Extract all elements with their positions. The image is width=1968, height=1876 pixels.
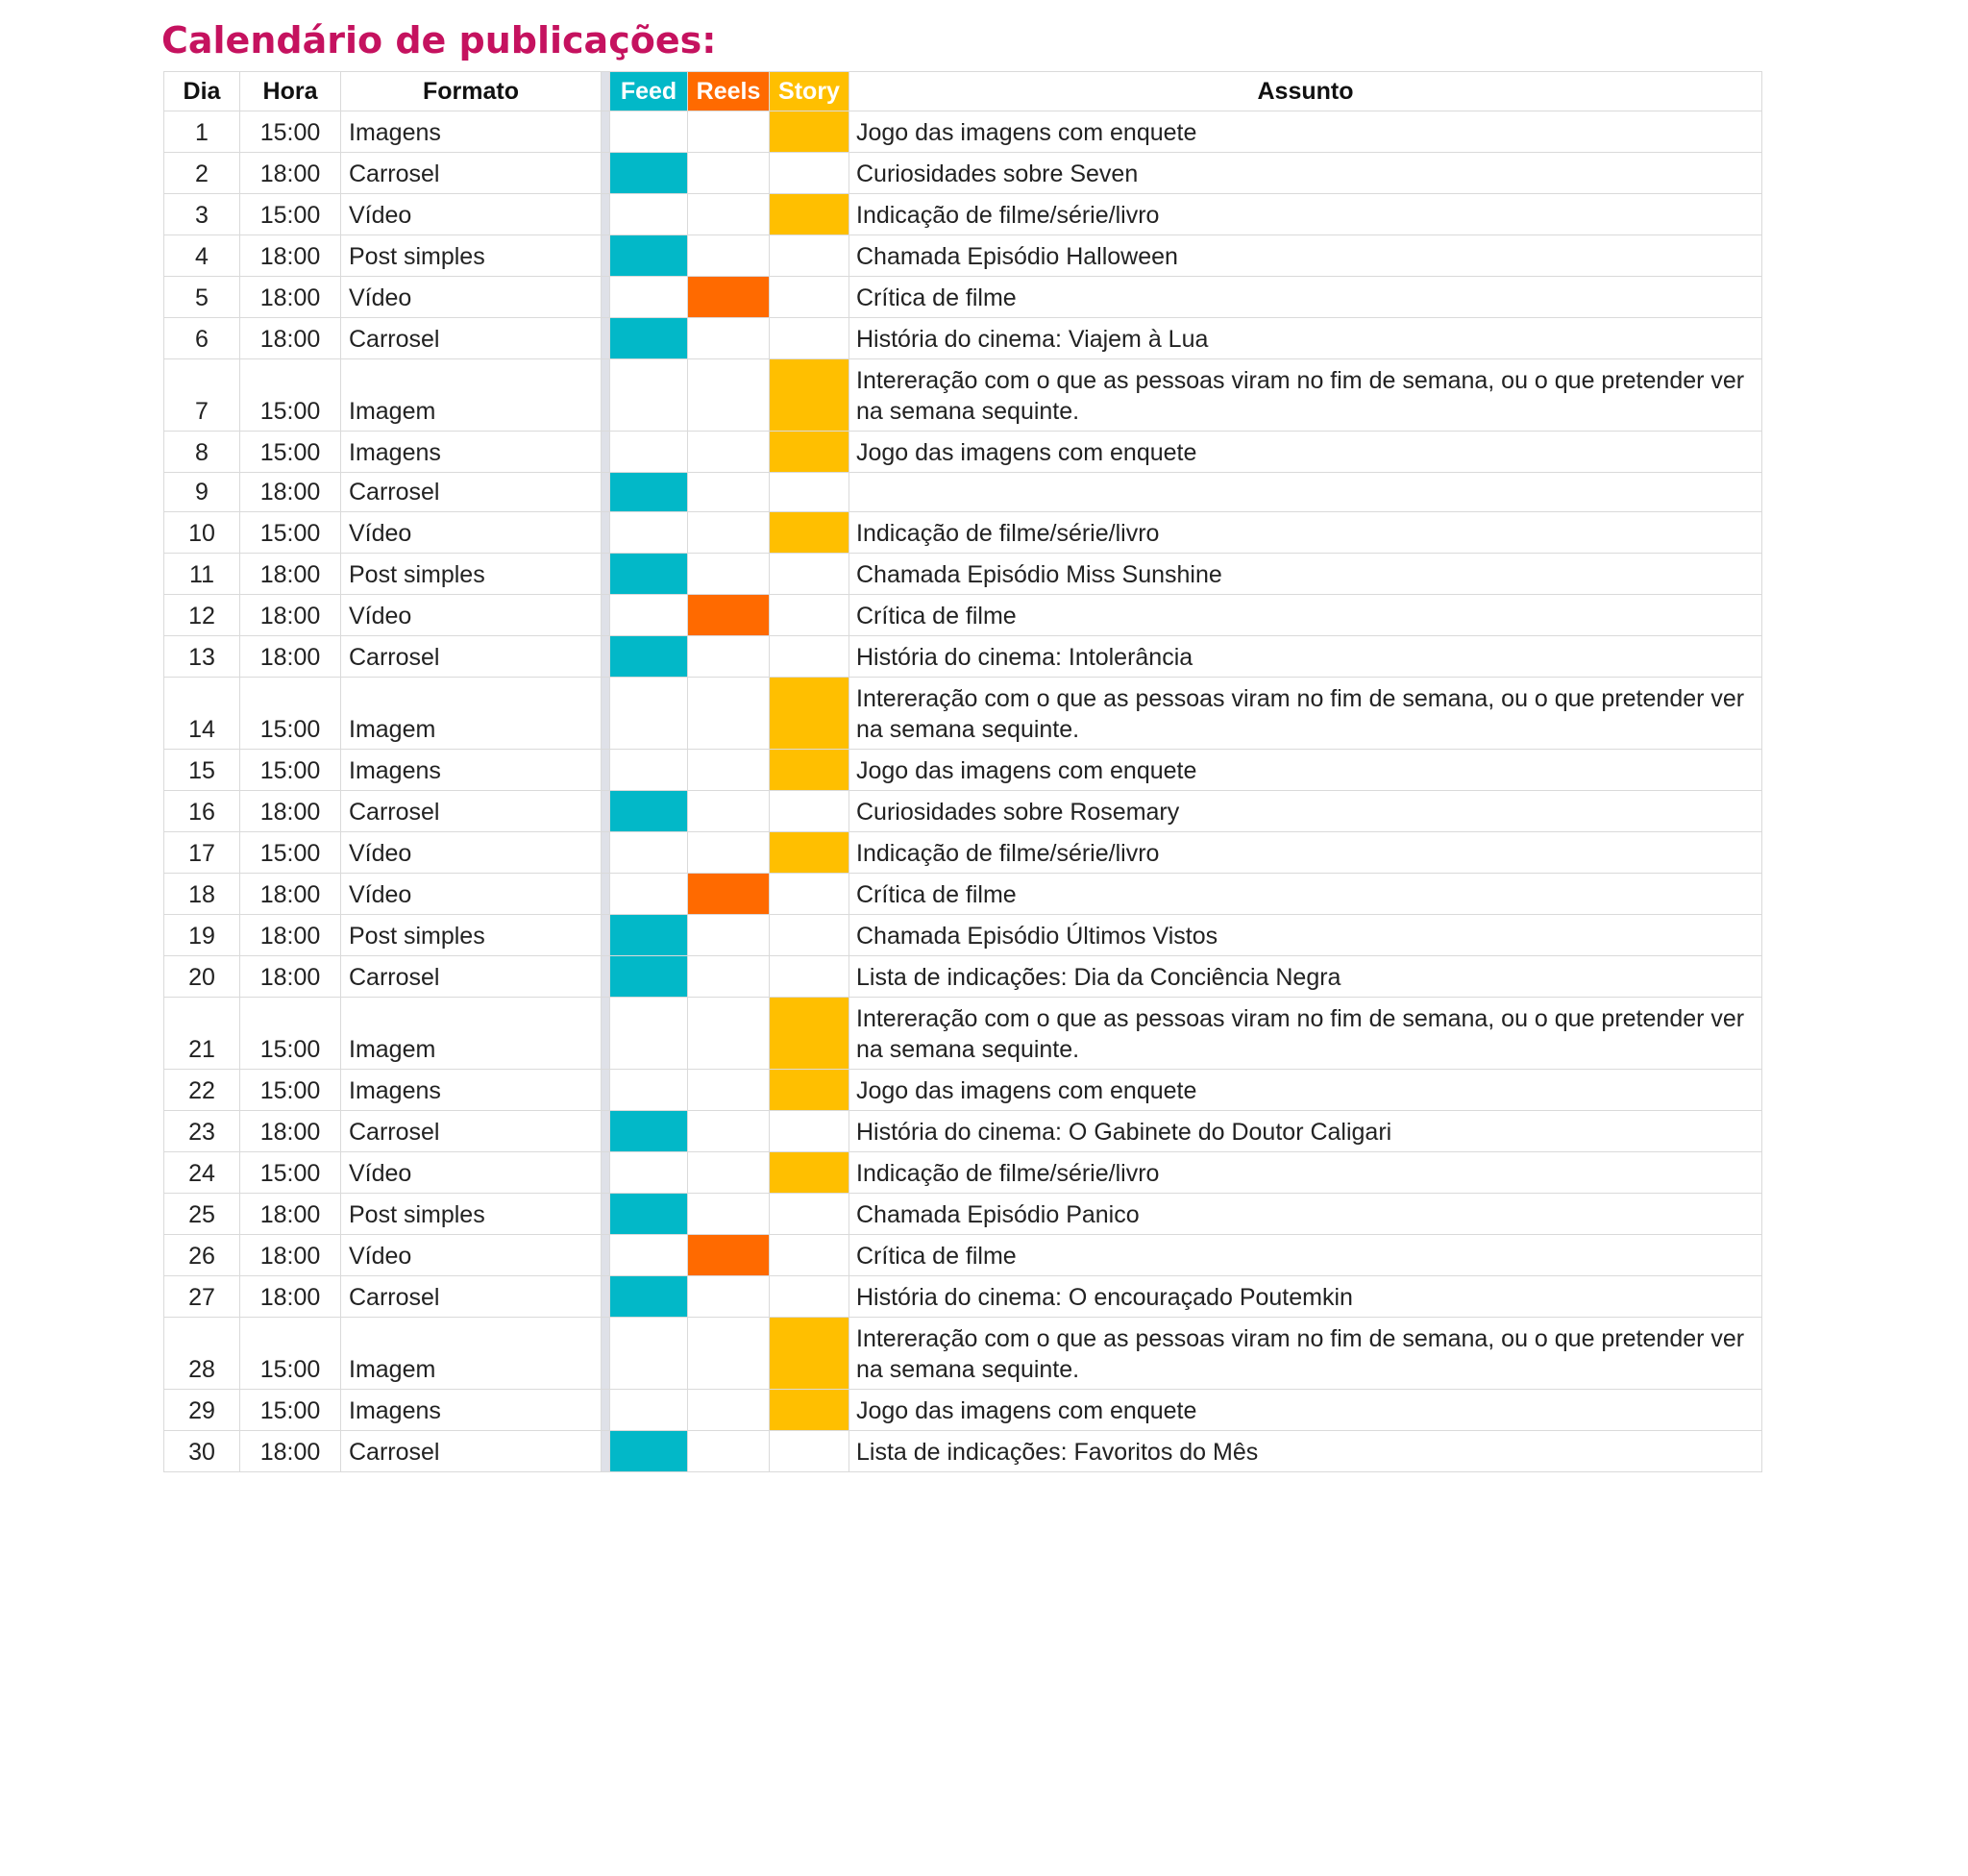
column-separator	[602, 915, 610, 956]
table-row	[164, 277, 1762, 318]
cell-feed-empty	[610, 512, 688, 554]
table-row	[164, 194, 1762, 235]
cell-formato: Carrosel	[341, 956, 602, 998]
table-row	[164, 1152, 1762, 1194]
cell-dia: 9	[164, 473, 240, 512]
cell-hora: 18:00	[240, 554, 341, 595]
cell-hora: 18:00	[240, 235, 341, 277]
table-row	[164, 1070, 1762, 1111]
cell-reels-marked	[688, 277, 770, 318]
table-row	[164, 153, 1762, 194]
cell-formato: Imagem	[341, 1318, 602, 1390]
cell-formato: Carrosel	[341, 153, 602, 194]
header-reels: Reels	[688, 72, 770, 111]
cell-story-marked	[770, 359, 849, 432]
cell-assunto: História do cinema: Viajem à Lua	[849, 318, 1762, 359]
header-hora: Hora	[240, 72, 341, 111]
cell-formato: Carrosel	[341, 473, 602, 512]
column-separator	[602, 359, 610, 432]
column-separator	[602, 874, 610, 915]
cell-dia: 3	[164, 194, 240, 235]
table-row	[164, 750, 1762, 791]
cell-feed-empty	[610, 1390, 688, 1431]
table-row	[164, 554, 1762, 595]
cell-story-empty	[770, 915, 849, 956]
cell-formato: Post simples	[341, 915, 602, 956]
cell-story-marked	[770, 678, 849, 750]
cell-hora: 18:00	[240, 1431, 341, 1472]
cell-assunto: Intereração com o que as pessoas viram no fim de semana, ou o que pretender ver na semana sequinte.	[849, 678, 1762, 750]
cell-formato: Imagens	[341, 1390, 602, 1431]
cell-formato: Imagens	[341, 111, 602, 153]
cell-reels-empty	[688, 956, 770, 998]
column-separator	[602, 636, 610, 678]
cell-feed-marked	[610, 956, 688, 998]
column-separator	[602, 318, 610, 359]
cell-feed-empty	[610, 678, 688, 750]
cell-reels-empty	[688, 1318, 770, 1390]
cell-dia: 18	[164, 874, 240, 915]
cell-reels-empty	[688, 359, 770, 432]
cell-story-marked	[770, 998, 849, 1070]
column-separator	[602, 595, 610, 636]
cell-hora: 15:00	[240, 111, 341, 153]
table-row	[164, 359, 1762, 432]
cell-formato: Carrosel	[341, 791, 602, 832]
cell-formato: Carrosel	[341, 1431, 602, 1472]
cell-assunto: Chamada Episódio Últimos Vistos	[849, 915, 1762, 956]
cell-formato: Imagens	[341, 750, 602, 791]
cell-dia: 11	[164, 554, 240, 595]
cell-formato: Vídeo	[341, 874, 602, 915]
cell-hora: 15:00	[240, 1390, 341, 1431]
column-separator	[602, 1431, 610, 1472]
column-separator	[602, 1235, 610, 1276]
cell-story-empty	[770, 791, 849, 832]
cell-dia: 13	[164, 636, 240, 678]
column-separator	[602, 678, 610, 750]
cell-story-empty	[770, 277, 849, 318]
cell-assunto: Chamada Episódio Miss Sunshine	[849, 554, 1762, 595]
cell-formato: Carrosel	[341, 318, 602, 359]
cell-story-empty	[770, 595, 849, 636]
cell-assunto: Indicação de filme/série/livro	[849, 1152, 1762, 1194]
column-separator	[602, 432, 610, 473]
cell-formato: Vídeo	[341, 832, 602, 874]
table-row	[164, 956, 1762, 998]
cell-hora: 18:00	[240, 473, 341, 512]
table-row	[164, 432, 1762, 473]
cell-hora: 18:00	[240, 636, 341, 678]
cell-assunto: Crítica de filme	[849, 1235, 1762, 1276]
cell-feed-empty	[610, 1235, 688, 1276]
table-row	[164, 235, 1762, 277]
cell-assunto: Jogo das imagens com enquete	[849, 111, 1762, 153]
cell-assunto: Jogo das imagens com enquete	[849, 1390, 1762, 1431]
cell-dia: 8	[164, 432, 240, 473]
cell-reels-empty	[688, 235, 770, 277]
cell-assunto: Jogo das imagens com enquete	[849, 1070, 1762, 1111]
cell-dia: 16	[164, 791, 240, 832]
cell-formato: Imagens	[341, 1070, 602, 1111]
cell-feed-empty	[610, 111, 688, 153]
cell-assunto: Lista de indicações: Favoritos do Mês	[849, 1431, 1762, 1472]
cell-dia: 26	[164, 1235, 240, 1276]
cell-hora: 15:00	[240, 678, 341, 750]
cell-story-empty	[770, 318, 849, 359]
cell-reels-empty	[688, 1070, 770, 1111]
table-row	[164, 318, 1762, 359]
column-separator	[602, 235, 610, 277]
cell-reels-empty	[688, 1431, 770, 1472]
cell-hora: 18:00	[240, 153, 341, 194]
cell-feed-marked	[610, 235, 688, 277]
cell-formato: Vídeo	[341, 194, 602, 235]
table-row	[164, 473, 1762, 512]
column-separator	[602, 1318, 610, 1390]
header-dia: Dia	[164, 72, 240, 111]
cell-assunto: Curiosidades sobre Seven	[849, 153, 1762, 194]
cell-dia: 10	[164, 512, 240, 554]
cell-reels-marked	[688, 595, 770, 636]
table-row	[164, 111, 1762, 153]
cell-assunto: Indicação de filme/série/livro	[849, 512, 1762, 554]
column-separator	[602, 791, 610, 832]
cell-hora: 15:00	[240, 1070, 341, 1111]
publication-calendar-table	[163, 71, 1762, 1472]
cell-assunto: Lista de indicações: Dia da Conciência Negra	[849, 956, 1762, 998]
cell-reels-marked	[688, 874, 770, 915]
cell-dia: 25	[164, 1194, 240, 1235]
cell-assunto: Indicação de filme/série/livro	[849, 832, 1762, 874]
cell-formato: Imagem	[341, 998, 602, 1070]
column-separator	[602, 998, 610, 1070]
cell-feed-empty	[610, 874, 688, 915]
cell-reels-empty	[688, 1194, 770, 1235]
cell-reels-empty	[688, 111, 770, 153]
cell-feed-marked	[610, 1276, 688, 1318]
column-separator	[602, 473, 610, 512]
cell-formato: Post simples	[341, 1194, 602, 1235]
cell-dia: 2	[164, 153, 240, 194]
cell-hora: 15:00	[240, 1152, 341, 1194]
cell-hora: 15:00	[240, 359, 341, 432]
cell-hora: 18:00	[240, 915, 341, 956]
cell-story-marked	[770, 750, 849, 791]
column-separator	[602, 1070, 610, 1111]
table-row	[164, 512, 1762, 554]
cell-assunto: Crítica de filme	[849, 277, 1762, 318]
cell-assunto: Intereração com o que as pessoas viram no fim de semana, ou o que pretender ver na semana sequinte.	[849, 1318, 1762, 1390]
cell-assunto: Intereração com o que as pessoas viram no fim de semana, ou o que pretender ver na semana sequinte.	[849, 998, 1762, 1070]
cell-reels-empty	[688, 153, 770, 194]
cell-reels-empty	[688, 512, 770, 554]
cell-reels-empty	[688, 1390, 770, 1431]
cell-story-empty	[770, 1194, 849, 1235]
cell-formato: Imagens	[341, 432, 602, 473]
table-row	[164, 998, 1762, 1070]
cell-hora: 18:00	[240, 791, 341, 832]
column-separator	[602, 1276, 610, 1318]
cell-feed-empty	[610, 359, 688, 432]
cell-feed-empty	[610, 750, 688, 791]
table-row	[164, 1235, 1762, 1276]
column-separator	[602, 554, 610, 595]
cell-dia: 21	[164, 998, 240, 1070]
cell-story-empty	[770, 1111, 849, 1152]
cell-feed-marked	[610, 791, 688, 832]
cell-hora: 18:00	[240, 1235, 341, 1276]
cell-assunto: História do cinema: O Gabinete do Doutor Caligari	[849, 1111, 1762, 1152]
cell-dia: 5	[164, 277, 240, 318]
cell-reels-empty	[688, 1111, 770, 1152]
cell-feed-empty	[610, 832, 688, 874]
table-row	[164, 1276, 1762, 1318]
column-separator	[602, 1194, 610, 1235]
cell-hora: 15:00	[240, 998, 341, 1070]
cell-hora: 15:00	[240, 194, 341, 235]
page-title: Calendário de publicações:	[161, 19, 717, 62]
cell-feed-empty	[610, 1070, 688, 1111]
cell-reels-empty	[688, 473, 770, 512]
cell-story-marked	[770, 1390, 849, 1431]
cell-story-marked	[770, 1070, 849, 1111]
cell-dia: 6	[164, 318, 240, 359]
table-row	[164, 678, 1762, 750]
column-separator	[602, 512, 610, 554]
cell-dia: 7	[164, 359, 240, 432]
table-row	[164, 1431, 1762, 1472]
cell-assunto: Intereração com o que as pessoas viram no fim de semana, ou o que pretender ver na semana sequinte.	[849, 359, 1762, 432]
cell-feed-empty	[610, 432, 688, 473]
cell-story-empty	[770, 473, 849, 512]
cell-feed-marked	[610, 473, 688, 512]
cell-hora: 18:00	[240, 1276, 341, 1318]
header-feed: Feed	[610, 72, 688, 111]
cell-formato: Vídeo	[341, 1152, 602, 1194]
column-separator	[602, 750, 610, 791]
cell-dia: 15	[164, 750, 240, 791]
cell-dia: 14	[164, 678, 240, 750]
cell-dia: 20	[164, 956, 240, 998]
cell-story-empty	[770, 153, 849, 194]
cell-reels-empty	[688, 750, 770, 791]
header-story: Story	[770, 72, 849, 111]
cell-feed-empty	[610, 1318, 688, 1390]
table-row	[164, 791, 1762, 832]
cell-reels-empty	[688, 318, 770, 359]
table-row	[164, 1194, 1762, 1235]
cell-story-empty	[770, 235, 849, 277]
cell-dia: 17	[164, 832, 240, 874]
cell-hora: 15:00	[240, 832, 341, 874]
header-assunto: Assunto	[849, 72, 1762, 111]
cell-formato: Post simples	[341, 554, 602, 595]
cell-feed-empty	[610, 998, 688, 1070]
table-row	[164, 1111, 1762, 1152]
cell-reels-empty	[688, 791, 770, 832]
cell-dia: 22	[164, 1070, 240, 1111]
cell-story-empty	[770, 1276, 849, 1318]
table-row	[164, 874, 1762, 915]
table-row	[164, 1318, 1762, 1390]
cell-hora: 18:00	[240, 1111, 341, 1152]
cell-assunto: História do cinema: O encouraçado Poutemkin	[849, 1276, 1762, 1318]
cell-hora: 18:00	[240, 1194, 341, 1235]
cell-story-empty	[770, 874, 849, 915]
cell-story-empty	[770, 1431, 849, 1472]
cell-story-marked	[770, 194, 849, 235]
cell-reels-empty	[688, 678, 770, 750]
table-row	[164, 1390, 1762, 1431]
cell-feed-empty	[610, 277, 688, 318]
cell-reels-empty	[688, 194, 770, 235]
cell-story-marked	[770, 432, 849, 473]
cell-story-marked	[770, 1318, 849, 1390]
cell-assunto: Chamada Episódio Halloween	[849, 235, 1762, 277]
column-separator	[602, 153, 610, 194]
cell-hora: 18:00	[240, 318, 341, 359]
header-row	[164, 72, 1762, 111]
cell-hora: 15:00	[240, 432, 341, 473]
cell-hora: 15:00	[240, 512, 341, 554]
cell-story-empty	[770, 636, 849, 678]
cell-dia: 24	[164, 1152, 240, 1194]
cell-story-empty	[770, 554, 849, 595]
column-separator	[602, 832, 610, 874]
table-row	[164, 636, 1762, 678]
cell-hora: 15:00	[240, 1318, 341, 1390]
table-row	[164, 832, 1762, 874]
cell-feed-marked	[610, 1194, 688, 1235]
cell-assunto: Jogo das imagens com enquete	[849, 432, 1762, 473]
column-separator	[602, 111, 610, 153]
cell-feed-marked	[610, 318, 688, 359]
cell-formato: Post simples	[341, 235, 602, 277]
cell-hora: 15:00	[240, 750, 341, 791]
column-separator	[602, 72, 610, 111]
cell-hora: 18:00	[240, 874, 341, 915]
cell-assunto: Indicação de filme/série/livro	[849, 194, 1762, 235]
cell-assunto: Jogo das imagens com enquete	[849, 750, 1762, 791]
cell-reels-empty	[688, 636, 770, 678]
cell-reels-marked	[688, 1235, 770, 1276]
cell-reels-empty	[688, 432, 770, 473]
cell-formato: Vídeo	[341, 512, 602, 554]
cell-story-empty	[770, 1235, 849, 1276]
cell-formato: Vídeo	[341, 277, 602, 318]
cell-feed-marked	[610, 915, 688, 956]
column-separator	[602, 194, 610, 235]
cell-dia: 12	[164, 595, 240, 636]
cell-assunto: Crítica de filme	[849, 874, 1762, 915]
cell-reels-empty	[688, 1152, 770, 1194]
column-separator	[602, 1111, 610, 1152]
column-separator	[602, 1152, 610, 1194]
cell-assunto: Crítica de filme	[849, 595, 1762, 636]
table-body	[164, 111, 1762, 1472]
cell-dia: 19	[164, 915, 240, 956]
table-row	[164, 595, 1762, 636]
cell-feed-marked	[610, 1431, 688, 1472]
cell-reels-empty	[688, 832, 770, 874]
column-separator	[602, 956, 610, 998]
cell-story-empty	[770, 956, 849, 998]
cell-story-marked	[770, 111, 849, 153]
cell-formato: Carrosel	[341, 636, 602, 678]
cell-feed-empty	[610, 194, 688, 235]
cell-feed-empty	[610, 1152, 688, 1194]
cell-formato: Imagem	[341, 678, 602, 750]
cell-assunto	[849, 473, 1762, 512]
cell-formato: Vídeo	[341, 1235, 602, 1276]
cell-dia: 1	[164, 111, 240, 153]
cell-assunto: História do cinema: Intolerância	[849, 636, 1762, 678]
cell-dia: 29	[164, 1390, 240, 1431]
cell-formato: Vídeo	[341, 595, 602, 636]
header-formato: Formato	[341, 72, 602, 111]
cell-feed-marked	[610, 554, 688, 595]
cell-reels-empty	[688, 915, 770, 956]
cell-dia: 23	[164, 1111, 240, 1152]
cell-assunto: Chamada Episódio Panico	[849, 1194, 1762, 1235]
cell-feed-marked	[610, 1111, 688, 1152]
cell-hora: 18:00	[240, 595, 341, 636]
cell-assunto: Curiosidades sobre Rosemary	[849, 791, 1762, 832]
cell-formato: Carrosel	[341, 1276, 602, 1318]
cell-dia: 30	[164, 1431, 240, 1472]
cell-dia: 4	[164, 235, 240, 277]
cell-feed-empty	[610, 595, 688, 636]
cell-feed-marked	[610, 636, 688, 678]
cell-story-marked	[770, 512, 849, 554]
cell-reels-empty	[688, 998, 770, 1070]
cell-hora: 18:00	[240, 956, 341, 998]
cell-story-marked	[770, 832, 849, 874]
cell-story-marked	[770, 1152, 849, 1194]
cell-reels-empty	[688, 1276, 770, 1318]
cell-dia: 28	[164, 1318, 240, 1390]
column-separator	[602, 277, 610, 318]
cell-hora: 18:00	[240, 277, 341, 318]
table-row	[164, 915, 1762, 956]
cell-feed-marked	[610, 153, 688, 194]
cell-formato: Carrosel	[341, 1111, 602, 1152]
cell-formato: Imagem	[341, 359, 602, 432]
cell-reels-empty	[688, 554, 770, 595]
cell-dia: 27	[164, 1276, 240, 1318]
column-separator	[602, 1390, 610, 1431]
